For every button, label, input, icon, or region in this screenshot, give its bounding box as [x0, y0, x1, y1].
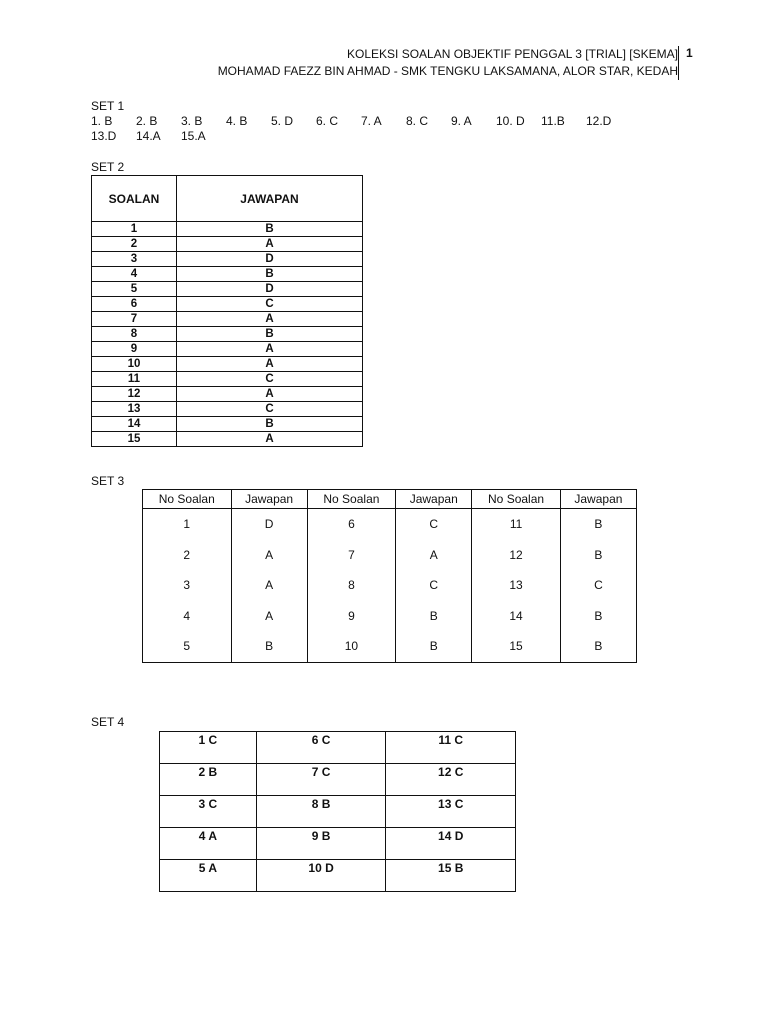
- set3-question-number: 15: [472, 631, 561, 662]
- set2-question-number: 7: [92, 312, 177, 327]
- set2-question-number: 11: [92, 372, 177, 387]
- set4-answer-cell: 6 C: [256, 732, 386, 764]
- set4-answer-cell: 3 C: [160, 796, 257, 828]
- set3-answer: C: [396, 509, 472, 540]
- set3-answer: B: [560, 601, 636, 632]
- set3-answer: C: [396, 570, 472, 601]
- document-header: [218, 46, 678, 80]
- set2-answer: B: [177, 417, 363, 432]
- set2-question-number: 15: [92, 432, 177, 447]
- set2-answer: C: [177, 297, 363, 312]
- set3-answer: A: [231, 540, 307, 571]
- set4-answer-cell: 7 C: [256, 764, 386, 796]
- set1-answer-item: 7. A: [361, 114, 382, 128]
- set4-answer-cell: 5 A: [160, 860, 257, 892]
- set2-question-number: 3: [92, 252, 177, 267]
- set3-question-number: 5: [143, 631, 232, 662]
- set2-table-row: [92, 342, 363, 357]
- set2-question-number: 1: [92, 222, 177, 237]
- set2-header-soalan: SOALAN: [92, 176, 177, 222]
- set3-answer: B: [560, 509, 636, 540]
- set1-answer-item: 12.D: [586, 114, 612, 128]
- set3-header-no-soalan: No Soalan: [472, 490, 561, 509]
- set2-answer: D: [177, 252, 363, 267]
- set2-answer: A: [177, 237, 363, 252]
- set3-question-number: 14: [472, 601, 561, 632]
- set2-answer: B: [177, 327, 363, 342]
- set3-question-number: 7: [307, 540, 396, 571]
- set1-answer-item: 1. B: [91, 114, 113, 128]
- set2-table-row: [92, 222, 363, 237]
- set4-table-row: [160, 764, 516, 796]
- set3-question-number: 9: [307, 601, 396, 632]
- set3-header-no-soalan: No Soalan: [307, 490, 396, 509]
- set3-question-number: 1: [143, 509, 232, 540]
- header-divider: [678, 46, 679, 80]
- set1-answer-item: 10. D: [496, 114, 525, 128]
- set3-question-number: 13: [472, 570, 561, 601]
- set4-answer-cell: 2 B: [160, 764, 257, 796]
- set4-table-row: [160, 860, 516, 892]
- set4-answer-cell: 1 C: [160, 732, 257, 764]
- set1-answer-item: 6. C: [316, 114, 339, 128]
- set2-label: SET 2: [91, 160, 125, 174]
- set3-table: [142, 489, 637, 663]
- set2-table-row: [92, 297, 363, 312]
- set1-answer-item: 15.A: [181, 129, 206, 143]
- set2-question-number: 4: [92, 267, 177, 282]
- set1-answer-item: 4. B: [226, 114, 248, 128]
- set4-label: SET 4: [91, 715, 125, 729]
- set2-table-row: [92, 432, 363, 447]
- set3-question-number: 10: [307, 631, 396, 662]
- set3-answer: A: [231, 601, 307, 632]
- set2-table-row: [92, 387, 363, 402]
- set2-table-row: [92, 417, 363, 432]
- set3-answer: B: [231, 631, 307, 662]
- set3-table-row: [143, 540, 637, 571]
- set2-table-row: [92, 357, 363, 372]
- set3-table-row: [143, 570, 637, 601]
- set3-question-number: 6: [307, 509, 396, 540]
- set4-answer-cell: 8 B: [256, 796, 386, 828]
- set1-label: SET 1: [91, 99, 125, 113]
- set2-table-row: [92, 312, 363, 327]
- set2-question-number: 10: [92, 357, 177, 372]
- set1-answer-item: 11.B: [541, 114, 565, 128]
- set3-table-row: [143, 509, 637, 540]
- set2-question-number: 9: [92, 342, 177, 357]
- set2-table-row: [92, 372, 363, 387]
- set3-question-number: 11: [472, 509, 561, 540]
- set2-question-number: 5: [92, 282, 177, 297]
- set1-answer-item: 5. D: [271, 114, 294, 128]
- set2-answer: A: [177, 357, 363, 372]
- set3-table-row: [143, 601, 637, 632]
- set2-question-number: 14: [92, 417, 177, 432]
- set3-answer: B: [560, 631, 636, 662]
- set2-answer: A: [177, 432, 363, 447]
- set2-header-jawapan: JAWAPAN: [177, 176, 363, 222]
- set2-question-number: 8: [92, 327, 177, 342]
- set4-answer-cell: 4 A: [160, 828, 257, 860]
- set4-table-row: [160, 828, 516, 860]
- set3-answer: D: [231, 509, 307, 540]
- set2-question-number: 6: [92, 297, 177, 312]
- set2-table-row: [92, 282, 363, 297]
- set3-answer: C: [560, 570, 636, 601]
- set2-answer: C: [177, 372, 363, 387]
- set3-question-number: 12: [472, 540, 561, 571]
- set3-header-jawapan: Jawapan: [560, 490, 636, 509]
- set4-answer-cell: 15 B: [386, 860, 516, 892]
- set2-answer: A: [177, 342, 363, 357]
- set2-table: [91, 175, 363, 447]
- set4-answer-cell: 13 C: [386, 796, 516, 828]
- set4-answer-cell: 12 C: [386, 764, 516, 796]
- set2-table-row: [92, 402, 363, 417]
- set3-table-row: [143, 631, 637, 662]
- set2-question-number: 12: [92, 387, 177, 402]
- header-title: KOLEKSI SOALAN OBJEKTIF PENGGAL 3 [TRIAL] [SKEMA]: [347, 47, 678, 61]
- set4-table-row: [160, 732, 516, 764]
- set3-answer: A: [396, 540, 472, 571]
- set4-answer-cell: 9 B: [256, 828, 386, 860]
- set1-answer-item: 13.D: [91, 129, 117, 143]
- set1-answer-item: 3. B: [181, 114, 203, 128]
- set2-answer: A: [177, 387, 363, 402]
- set2-table-row: [92, 252, 363, 267]
- set3-label: SET 3: [91, 474, 125, 488]
- set1-answer-item: 2. B: [136, 114, 158, 128]
- set2-question-number: 13: [92, 402, 177, 417]
- set4-table: [159, 731, 516, 892]
- set3-answer: B: [560, 540, 636, 571]
- set3-answer: A: [231, 570, 307, 601]
- set3-header-no-soalan: No Soalan: [143, 490, 232, 509]
- set3-question-number: 2: [143, 540, 232, 571]
- set4-answer-cell: 14 D: [386, 828, 516, 860]
- set2-answer: C: [177, 402, 363, 417]
- page-number: 1: [686, 46, 693, 60]
- set2-answer: B: [177, 222, 363, 237]
- set2-table-row: [92, 327, 363, 342]
- set3-answer: B: [396, 601, 472, 632]
- set1-answer-item: 8. C: [406, 114, 429, 128]
- set2-answer: D: [177, 282, 363, 297]
- set1-answer-list: [91, 114, 651, 144]
- set3-header-jawapan: Jawapan: [231, 490, 307, 509]
- set4-answer-cell: 11 C: [386, 732, 516, 764]
- set3-question-number: 3: [143, 570, 232, 601]
- set3-question-number: 8: [307, 570, 396, 601]
- set3-question-number: 4: [143, 601, 232, 632]
- set2-table-row: [92, 267, 363, 282]
- set2-answer: B: [177, 267, 363, 282]
- set2-answer: A: [177, 312, 363, 327]
- set2-question-number: 2: [92, 237, 177, 252]
- set3-answer: B: [396, 631, 472, 662]
- set2-table-row: [92, 237, 363, 252]
- set4-answer-cell: 10 D: [256, 860, 386, 892]
- set3-header-jawapan: Jawapan: [396, 490, 472, 509]
- header-author: MOHAMAD FAEZZ BIN AHMAD - SMK TENGKU LAKSAMANA, ALOR STAR, KEDAH: [217, 64, 678, 78]
- set1-answer-item: 14.A: [136, 129, 161, 143]
- set1-answer-item: 9. A: [451, 114, 472, 128]
- set4-table-row: [160, 796, 516, 828]
